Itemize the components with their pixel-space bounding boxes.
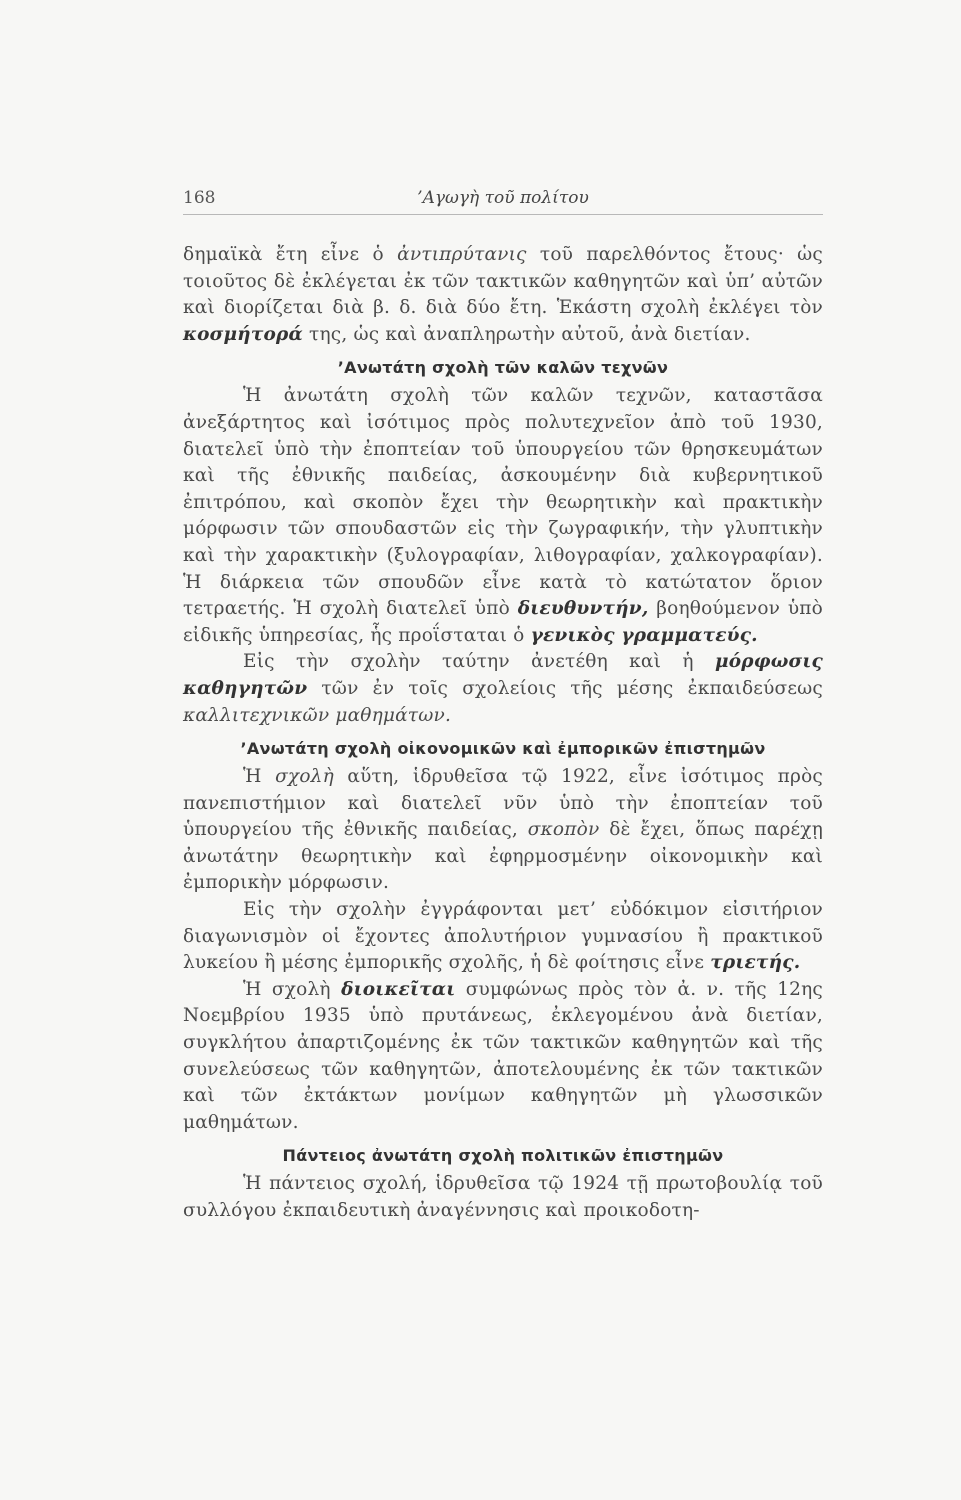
bold-italic-term: γενικὸς γραμματεύς. [530, 624, 758, 646]
bold-italic-term: διοικεῖται [341, 978, 456, 1000]
paragraph-economics-1 [183, 764, 823, 897]
text-run: Ἡ [243, 766, 276, 788]
text-run: δὲ ἔχει, ὅπως παρέχῃ ἀνωτάτην θεωρητικὴν καὶ ἐφηρμοσμένην οἰκονομικὴν καὶ ἐμπορικὴν μόρφωσιν. [183, 819, 824, 894]
page-header [183, 186, 823, 215]
running-title: ’Αγωγὴ τοῦ πολίτου [417, 188, 589, 208]
paragraph-intro [183, 242, 823, 348]
text-run: βοηθούμενον ὑπὸ εἰδικῆς ὑπηρεσίας, ἧς προΐσταται ὁ [183, 598, 823, 646]
text-run: τῶν ἐν τοῖς σχολείοις τῆς μέσης ἐκπαιδεύσεως [307, 677, 823, 699]
bold-italic-term: κοσμήτορά [183, 323, 303, 345]
paragraph-fine-arts-1 [183, 383, 823, 649]
text-run: Ἡ πάντειος σχολή, ἱδρυθεῖσα τῷ 1924 τῇ πρωτοβουλίᾳ τοῦ συλλόγου ἐκπαιδευτικὴ ἀναγέννησις καὶ προικοδοτη- [183, 1173, 823, 1221]
text-run: τοῦ παρελθόντος ἔτους· ὡς τοιοῦτος δὲ ἐκλέγεται ἐκ τῶν τακτικῶν καθηγητῶν καὶ ὑπ’ αὐτῶν καὶ διορίζεται διὰ β. δ. διὰ δύο ἔτη. Ἑκάστη σχολὴ ἐκλέγει τὸν [183, 244, 823, 319]
paragraph-economics-2 [183, 897, 823, 977]
text-run: Ἡ σχολὴ [243, 978, 342, 1000]
italic-text: ἀντιπρύτανις [397, 244, 527, 265]
italic-text: καλλιτεχνικῶν μαθημάτων. [183, 704, 452, 726]
body-text [183, 242, 823, 1225]
paragraph-fine-arts-2 [183, 649, 823, 729]
bold-italic-term: μόρφωσις καθηγητῶν [183, 651, 823, 699]
text-run: Εἰς τὴν σχολὴν ταύτην ἀνετέθη καὶ ἡ [243, 651, 715, 673]
italic-text: σχολὴ [275, 766, 334, 788]
paragraph-panteios-1 [183, 1171, 823, 1224]
bold-italic-term: διευθυντήν, [517, 598, 649, 620]
section-heading-fine-arts: ’Ανωτάτη σχολὴ τῶν καλῶν τεχνῶν [337, 358, 669, 378]
section-heading-economics: ’Ανωτάτη σχολὴ οἰκονομικῶν καὶ ἐμπορικῶν ἐπιστημῶν [240, 739, 766, 759]
page-number: 168 [183, 188, 216, 208]
paragraph-economics-3 [183, 977, 823, 1137]
italic-text: σκοπὸν [527, 819, 600, 841]
text-run: Ἡ ἀνωτάτη σχολὴ τῶν καλῶν τεχνῶν, καταστᾶσα ἀνεξάρτητος καὶ ἰσότιμος πρὸς πολυτεχνεῖον ἀπὸ τοῦ 1930, διατελεῖ ὑπὸ τὴν ἐποπτείαν τοῦ ὑπουργείου τῶν θρησκευμάτων καὶ τῆς ἐθνικῆς παιδείας, ἀσκουμένην διὰ κυβερνητικοῦ ἐπιτρόπου, καὶ σκοπὸν ἔχει τὴν θεωρητικὴν καὶ πρακτικὴν μόρφωσιν τῶν σπουδαστῶν εἰς τὴν ζωγραφικήν, τὴν γλυπτικὴν καὶ τὴν χαρακτικὴν (ξυλογραφίαν, λιθογραφίαν, χαλκογραφίαν). Ἡ διάρκεια τῶν σπουδῶν εἶνε κατὰ τὸ κατώτατον ὅριον τετραετής. Ἡ σχολὴ διατελεῖ ὑπὸ [183, 385, 823, 620]
text-run: Εἰς τὴν σχολὴν ἐγγράφονται μετ’ εὐδόκιμον εἰσιτήριον διαγωνισμὸν οἱ ἔχοντες ἀπολυτήριον γυμνασίου ἢ πρακτικοῦ λυκείου ἢ μέσης ἐμπορικῆς σχολῆς, ἡ δὲ φοίτησις εἶνε [183, 899, 823, 974]
text-run: συμφώνως πρὸς τὸν ἀ. ν. τῆς 12ης Νοεμβρίου 1935 ὑπὸ πρυτάνεως, ἐκλεγομένου ἀνὰ διετίαν, συγκλήτου ἀπαρτιζομένης ἐκ τῶν τακτικῶν καθηγητῶν καὶ τῆς συνελεύσεως τῶν καθηγητῶν, ἀποτελουμένης ἐκ τῶν τακτικῶν καὶ τῶν ἐκτάκτων μονίμων καθηγητῶν μὴ γλωσσικῶν μαθημάτων. [183, 978, 823, 1133]
text-run: αὕτη, ἱδρυθεῖσα τῷ 1922, εἶνε ἰσότιμος πρὸς πανεπιστήμιον καὶ διατελεῖ νῦν ὑπὸ τὴν ἐποπτείαν τοῦ ὑπουργείου τῆς ἐθνικῆς παιδείας, [183, 766, 823, 841]
text-run: δημαϊκὰ ἔτη εἶνε ὁ [183, 244, 398, 265]
text-run: της, ὡς καὶ ἀναπληρωτὴν αὐτοῦ, ἀνὰ διετίαν. [302, 323, 751, 345]
section-heading-panteios: Πάντειος ἀνωτάτη σχολὴ πολιτικῶν ἐπιστημῶν [282, 1146, 724, 1166]
bold-italic-term: τριετής. [710, 952, 801, 974]
